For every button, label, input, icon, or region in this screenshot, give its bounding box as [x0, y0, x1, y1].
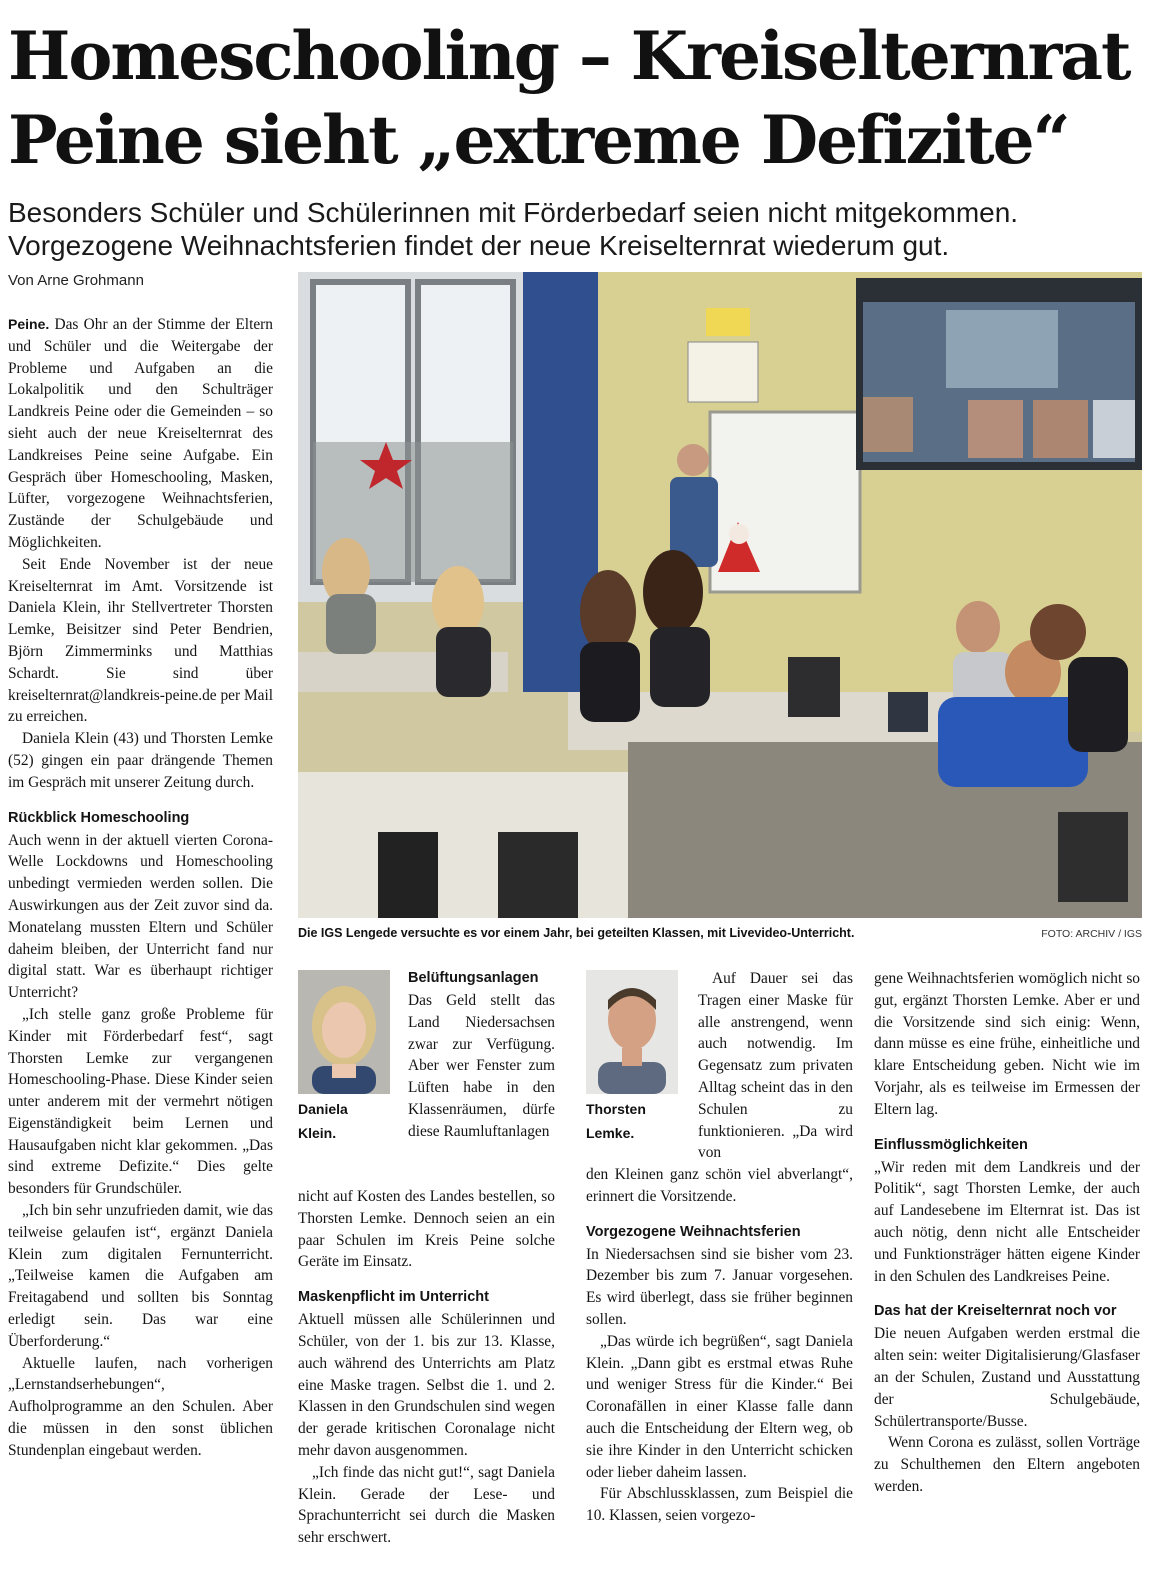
article-column-3-lower — [586, 1164, 853, 1527]
paragraph: Wenn Corona es zulässt, sollen Vorträge zu Schulthemen den Eltern angeboten werden. — [874, 1434, 1140, 1495]
section-heading: Rückblick Homeschooling — [8, 809, 190, 826]
paragraph: Seit Ende November ist der neue Kreiselternrat im Amt. Vorsitzende ist Daniela Klein, ihr Stellvertreter Thorsten Lemke, Beisitzer sind Peter Bendrien, Björn Zimmerminks und Matthias Schardt. Sie sind über kreiselternrat@landkreis-peine.de per Mail zu erreichen. — [8, 555, 274, 726]
paragraph: Aktuelle laufen, nach vorherigen „Lernstandserhebungen“, Aufholprogramme an den Schulen. Aber die müssen in den sonst üblichen Stundenplan eingebaut werden. — [8, 1354, 273, 1459]
subheadline-line-2: Vorgezogene Weihnachtsferien findet der neue Kreiselternrat wiederum gut. — [8, 230, 950, 261]
byline: Von Arne Grohmann — [8, 272, 144, 289]
classroom-photo — [298, 272, 1142, 918]
portrait-daniela-klein — [298, 970, 390, 1094]
section-heading: Einflussmöglichkeiten — [874, 1136, 1028, 1153]
portrait-name-klein: Daniela Klein. — [298, 1101, 348, 1141]
paragraph: Aktuell müssen alle Schülerinnen und Schüler, von der 1. bis zur 13. Klasse, auch während des Unterrichts am Platz eine Maske tragen. Selbst die 1. und 2. Klassen in den Grundschulen sind wegen der gerade kritischen Coronalage nicht mehr davon ausgenommen. — [298, 1311, 555, 1459]
portrait-image — [586, 970, 678, 1094]
paragraph: „Ich bin sehr unzufrieden damit, wie das teilweise gelaufen ist“, ergänzt Daniela Klein zum digitalen Fernunterricht. „Teilweise kamen die Aufgaben am Freitagabend und sollten bis Sonntag erledigt sein. Das war eine Überforderung.“ — [8, 1202, 273, 1350]
paragraph: Die neuen Aufgaben werden erstmal die alten sein: weiter Digitalisierung/Glasfaser an der Schulen, Zustand und Ausstattung der Schulgebäude, Schülertransporte/Busse. — [874, 1325, 1140, 1430]
paragraph: Das Geld stellt das Land Niedersachsen zwar zur Verfügung. Aber wer Fenster zum Lüften habe in den Klassenräumen, dürfe diese Raumluftanlagen — [408, 992, 555, 1140]
dateline: Peine. — [8, 316, 50, 332]
subheadline — [8, 196, 1158, 262]
paragraph: den Kleinen ganz schön viel abverlangt“, erinnert die Vorsitzende. — [586, 1166, 853, 1205]
paragraph: nicht auf Kosten des Landes bestellen, so Thorsten Lemke. Dennoch seien an ein paar Schulen im Kreis Peine solche Geräte im Einsatz. — [298, 1188, 555, 1271]
article-column-3 — [698, 968, 853, 1164]
paragraph: Peine. Das Ohr an der Stimme der Eltern und Schüler und die Weitergabe der Probleme und Aufgaben an die Lokalpolitik und den Schulträger Landkreis Peine oder die Gemeinden – so sieht auch der neue Kreiselternrat des Landkreises Peine seine Aufgabe. Ein Gespräch über Homeschooling, Masken, Lüfter, vorgezogene Weihnachtsferien, Zustände der Schulgebäude und Möglichkeiten. — [8, 316, 273, 551]
article-column-2-lower — [298, 1186, 555, 1549]
photo-credit: FOTO: ARCHIV / IGS — [1041, 928, 1142, 940]
headline-line-2: Peine sieht „extreme Defizite“ — [8, 101, 1069, 179]
paragraph: Auch wenn in der aktuell vierten Corona-Welle Lockdowns und Homeschooling unbedingt vermieden werden sollen. Die Auswirkungen aus der Zeit zuvor sind da. Monatelang mussten Eltern und Schüler daheim bleiben, der Unterricht fand nur digital statt. War es überhaupt richtiger Unterricht? — [8, 831, 273, 1002]
article-column-1 — [8, 314, 273, 1462]
headline-line-1: Homeschooling – Kreiselternrat — [8, 17, 1130, 95]
headline — [8, 14, 1158, 182]
portrait-name-lemke: Thorsten Lemke. — [586, 1101, 646, 1141]
article-column-2 — [408, 968, 555, 1143]
paragraph: Für Abschlussklassen, zum Beispiel die 10. Klassen, seien vorgezo- — [586, 1485, 853, 1525]
portrait-thorsten-lemke — [586, 970, 678, 1094]
paragraph: Daniela Klein (43) und Thorsten Lemke (52) gingen ein paar drängende Themen im Gespräch mit unserer Zeitung durch. — [8, 730, 273, 791]
paragraph: „Wir reden mit dem Landkreis und der Politik“, sagt Thorsten Lemke, der auch auf Landesebene im Elternrat ist. Das ist auch nötig, denn nicht alle Entscheider und Funktionsträger hätten eigene Kinder in den Schulen des Landkreises Peine. — [874, 1158, 1140, 1285]
section-heading: Maskenpflicht im Unterricht — [298, 1289, 489, 1306]
photo-caption: Die IGS Lengede versuchte es vor einem Jahr, bei geteilten Klassen, mit Livevideo-Unterricht. — [298, 926, 855, 940]
section-heading: Das hat der Kreiselternrat noch vor — [874, 1303, 1117, 1320]
paragraph: „Ich finde das nicht gut!“, sagt Daniela Klein. Gerade der Lese- und Sprachunterricht sei durch die Masken sehr erschwert. — [298, 1463, 555, 1547]
section-heading: Belüftungsanlagen — [408, 970, 539, 986]
section-heading: Vorgezogene Weihnachtsferien — [586, 1223, 801, 1240]
subheadline-line-1: Besonders Schüler und Schülerinnen mit Förderbedarf seien nicht mitgekommen. — [8, 197, 1019, 228]
paragraph: gene Weihnachtsferien womöglich nicht so gut, ergänzt Thorsten Lemke. Aber er und die Vorsitzende sind sich einig: Wenn, dann müsse es eine frühe, einheitliche und klare Entscheidung geben. Nicht wie im Vorjahr, als es teilweise im Ermessen der Eltern lag. — [874, 970, 1140, 1118]
paragraph: „Ich stelle ganz große Probleme für Kinder mit Förderbedarf fest“, sagt Thorsten Lemke zur vergangenen Homeschooling-Phase. Diese Kinder seien unter anderem mit der vermehrt nötigen Eigenständigkeit beim Lernen und Hausaufgaben nicht klar gekommen. „Das sind extreme Defizite.“ Dies gelte besonders für Grundschüler. — [8, 1005, 273, 1198]
paragraph: „Das würde ich begrüßen“, sagt Daniela Klein. „Dann gibt es erstmal etwas Ruhe und weniger Stress für die Kinder.“ Bei Coronafällen in einer Klasse falle dann auch die Entscheidung der Eltern weg, ob sie ihre Kinder in den Unterricht schicken oder lieber daheim lassen. — [586, 1332, 853, 1481]
portrait-image — [298, 970, 390, 1094]
paragraph: Auf Dauer sei das Tragen einer Maske für alle anstrengend, wenn auch notwendig. Im Gegensatz zum privaten Alltag scheint das in den Schulen zu funktionieren. „Da wird von — [698, 970, 853, 1162]
article-column-4 — [874, 968, 1140, 1498]
paragraph: In Niedersachsen sind sie bisher vom 23. Dezember bis zum 7. Januar vorgesehen. Es wird überlegt, dass sie früher beginnen sollen. — [586, 1245, 853, 1328]
classroom-photo-illustration — [298, 272, 1142, 918]
